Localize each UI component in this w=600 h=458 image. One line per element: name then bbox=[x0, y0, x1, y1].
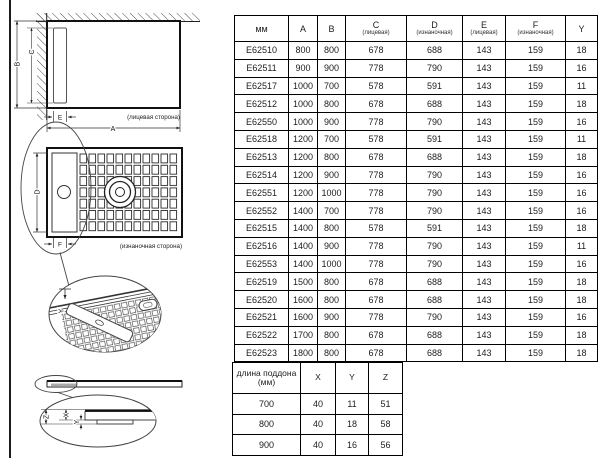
table-cell: 143 bbox=[463, 308, 506, 326]
col-sub: (изнаночная) bbox=[517, 30, 554, 37]
col-label: Y bbox=[578, 23, 585, 34]
table-cell: 778 bbox=[346, 166, 407, 184]
table-cell: 688 bbox=[407, 42, 463, 60]
table-cell: 800 bbox=[318, 148, 346, 166]
dim-label-d: D bbox=[34, 189, 42, 195]
table-row bbox=[235, 166, 598, 184]
table-cell: 18 bbox=[566, 344, 598, 362]
col-header-c bbox=[346, 16, 407, 42]
table-row bbox=[235, 308, 598, 326]
table-cell: 688 bbox=[407, 291, 463, 309]
table-cell: 16 bbox=[566, 202, 598, 220]
table-row bbox=[233, 414, 403, 435]
table-cell: E62517 bbox=[235, 77, 289, 95]
table-cell: 800 bbox=[318, 326, 346, 344]
dim-label-y-step: Y bbox=[74, 419, 81, 425]
table-cell: 1700 bbox=[289, 326, 318, 344]
table-cell: 159 bbox=[506, 326, 566, 344]
col-sub: (лицевая) bbox=[470, 30, 498, 37]
col-header-mm bbox=[235, 16, 289, 42]
table-cell: 1200 bbox=[289, 166, 318, 184]
table-cell: 900 bbox=[289, 59, 318, 77]
dim-label-f: F bbox=[58, 241, 62, 249]
table-cell: 143 bbox=[463, 202, 506, 220]
table-cell: 159 bbox=[506, 77, 566, 95]
table-cell: 778 bbox=[346, 113, 407, 131]
table-cell: 1400 bbox=[289, 219, 318, 237]
table-cell: 800 bbox=[318, 344, 346, 362]
table-cell: 159 bbox=[506, 184, 566, 202]
table-cell: 18 bbox=[566, 326, 598, 344]
table-cell: 900 bbox=[318, 59, 346, 77]
table-cell: 11 bbox=[566, 237, 598, 255]
table-cell: 40 bbox=[301, 414, 336, 435]
table-cell: 900 bbox=[318, 113, 346, 131]
table-cell: E62520 bbox=[235, 291, 289, 309]
table-cell: 700 bbox=[233, 394, 301, 415]
table-cell: 159 bbox=[506, 291, 566, 309]
table-cell: 1600 bbox=[289, 308, 318, 326]
table-cell: 1000 bbox=[289, 113, 318, 131]
front-side-label: (лицевая сторона) bbox=[127, 114, 180, 121]
drain-circles bbox=[105, 177, 136, 208]
table-cell: E62518 bbox=[235, 130, 289, 148]
table-cell: 578 bbox=[346, 130, 407, 148]
col-header-e bbox=[463, 16, 506, 42]
col-label: X bbox=[315, 372, 321, 383]
table-row bbox=[235, 202, 598, 220]
table-cell: 800 bbox=[289, 42, 318, 60]
col-header-f bbox=[506, 16, 566, 42]
table-cell: 159 bbox=[506, 59, 566, 77]
table-header-row bbox=[235, 16, 598, 42]
table-cell: 678 bbox=[346, 42, 407, 60]
table-cell: 778 bbox=[346, 237, 407, 255]
table-cell: 18 bbox=[336, 414, 369, 435]
table-cell: 159 bbox=[506, 113, 566, 131]
table-cell: 143 bbox=[463, 148, 506, 166]
table-cell: 143 bbox=[463, 113, 506, 131]
table-cell: 900 bbox=[318, 237, 346, 255]
table-row bbox=[233, 435, 403, 456]
table-cell: 16 bbox=[566, 59, 598, 77]
table-cell: 159 bbox=[506, 344, 566, 362]
table-cell: 678 bbox=[346, 344, 407, 362]
table-cell: 143 bbox=[463, 95, 506, 113]
table-cell: 900 bbox=[318, 308, 346, 326]
table-cell: E62550 bbox=[235, 113, 289, 131]
table-cell: 778 bbox=[346, 255, 407, 273]
table-cell: 18 bbox=[566, 95, 598, 113]
col-sub: (лицевая) bbox=[362, 30, 390, 37]
table-cell: 688 bbox=[407, 273, 463, 291]
table-cell: 18 bbox=[566, 148, 598, 166]
table-header-row bbox=[233, 363, 403, 394]
table-cell: 778 bbox=[346, 59, 407, 77]
table-cell: E62552 bbox=[235, 202, 289, 220]
col-label: F bbox=[532, 20, 539, 31]
table-cell: 159 bbox=[506, 255, 566, 273]
table-cell: 800 bbox=[318, 95, 346, 113]
table-cell: 1200 bbox=[289, 148, 318, 166]
table-cell: 159 bbox=[506, 148, 566, 166]
table-cell: 678 bbox=[346, 95, 407, 113]
profile-edge-strip bbox=[51, 384, 77, 387]
table-cell: E62516 bbox=[235, 237, 289, 255]
dim-label-c: C bbox=[29, 49, 36, 55]
table-row bbox=[235, 95, 598, 113]
table-cell: E62522 bbox=[235, 326, 289, 344]
table-cell: 578 bbox=[346, 77, 407, 95]
table-cell: 591 bbox=[407, 77, 463, 95]
table-cell: 1500 bbox=[289, 273, 318, 291]
table-cell: 591 bbox=[407, 219, 463, 237]
table-cell: E62551 bbox=[235, 184, 289, 202]
table-cell: 790 bbox=[407, 308, 463, 326]
col-label: E bbox=[480, 20, 487, 31]
table-row bbox=[235, 77, 598, 95]
table-cell: 688 bbox=[407, 95, 463, 113]
table-cell: 40 bbox=[301, 394, 336, 415]
table-cell: 18 bbox=[566, 219, 598, 237]
table-cell: 1200 bbox=[289, 184, 318, 202]
table-row bbox=[235, 42, 598, 60]
table-cell: 159 bbox=[506, 202, 566, 220]
pallet-table-body bbox=[233, 394, 403, 456]
col-header-x bbox=[301, 363, 336, 394]
col-label: мм bbox=[255, 23, 268, 34]
col-sub: (изнаночная) bbox=[416, 30, 453, 37]
table-cell: 159 bbox=[506, 42, 566, 60]
table-cell: 143 bbox=[463, 184, 506, 202]
table-cell: E62521 bbox=[235, 308, 289, 326]
table-cell: 790 bbox=[407, 166, 463, 184]
table-row bbox=[235, 113, 598, 131]
table-cell: 143 bbox=[463, 237, 506, 255]
front-view-diagram bbox=[14, 13, 200, 133]
table-cell: 16 bbox=[566, 184, 598, 202]
dim-label-y-edge: Y bbox=[58, 308, 66, 314]
col-label: D bbox=[431, 20, 438, 31]
table-cell: 1400 bbox=[289, 202, 318, 220]
table-cell: 143 bbox=[463, 219, 506, 237]
table-cell: 16 bbox=[566, 166, 598, 184]
table-cell: 16 bbox=[566, 113, 598, 131]
table-cell: 790 bbox=[407, 59, 463, 77]
table-cell: E62519 bbox=[235, 273, 289, 291]
table-cell: 143 bbox=[463, 42, 506, 60]
table-cell: 688 bbox=[407, 148, 463, 166]
table-cell: 778 bbox=[346, 184, 407, 202]
dim-label-z: Z bbox=[43, 414, 51, 420]
table-cell: 18 bbox=[566, 291, 598, 309]
table-cell: 800 bbox=[233, 414, 301, 435]
table-cell: 11 bbox=[566, 77, 598, 95]
table-cell: 159 bbox=[506, 166, 566, 184]
col-header-length bbox=[233, 363, 301, 394]
table-cell: 143 bbox=[463, 344, 506, 362]
profile-diagram bbox=[35, 376, 182, 448]
table-cell: 790 bbox=[407, 113, 463, 131]
pallet-length-table bbox=[232, 362, 403, 456]
table-cell: 578 bbox=[346, 219, 407, 237]
table-cell: 678 bbox=[346, 291, 407, 309]
table-row bbox=[235, 148, 598, 166]
table-cell: 143 bbox=[463, 291, 506, 309]
table-cell: 790 bbox=[407, 237, 463, 255]
table-cell: E62523 bbox=[235, 344, 289, 362]
table-cell: 16 bbox=[566, 308, 598, 326]
table-cell: 11 bbox=[336, 394, 369, 415]
table-cell: 900 bbox=[318, 166, 346, 184]
profile-leader-line bbox=[58, 393, 74, 399]
table-row bbox=[235, 255, 598, 273]
back-side-label: (изнаночная сторона) bbox=[119, 243, 182, 250]
table-cell: E62515 bbox=[235, 219, 289, 237]
table-row bbox=[235, 237, 598, 255]
table-cell: 11 bbox=[566, 130, 598, 148]
table-row bbox=[235, 344, 598, 362]
table-cell: 591 bbox=[407, 130, 463, 148]
table-cell: 688 bbox=[407, 326, 463, 344]
table-cell: 143 bbox=[463, 326, 506, 344]
table-cell: 159 bbox=[506, 95, 566, 113]
technical-drawings bbox=[0, 0, 232, 458]
table-cell: 790 bbox=[407, 202, 463, 220]
table-row bbox=[235, 291, 598, 309]
table-cell: 40 bbox=[301, 435, 336, 456]
dimension-table-header bbox=[235, 16, 598, 42]
col-label: B bbox=[328, 23, 335, 34]
corner-detail-diagram bbox=[46, 276, 177, 368]
table-cell: 790 bbox=[407, 255, 463, 273]
dim-label-a: A bbox=[110, 125, 116, 133]
dimension-table-body bbox=[235, 42, 598, 362]
table-cell: 1000 bbox=[289, 95, 318, 113]
table-row bbox=[233, 394, 403, 415]
table-cell: 800 bbox=[318, 273, 346, 291]
table-cell: 688 bbox=[407, 344, 463, 362]
table-cell: 1000 bbox=[289, 77, 318, 95]
back-view-diagram bbox=[21, 122, 182, 286]
col-label: A bbox=[299, 23, 306, 34]
table-cell: 700 bbox=[318, 130, 346, 148]
dim-label-e: E bbox=[57, 114, 63, 122]
col-label: C bbox=[372, 20, 380, 31]
table-row bbox=[235, 219, 598, 237]
table-row bbox=[235, 184, 598, 202]
pallet-table-header bbox=[233, 363, 403, 394]
table-cell: E62510 bbox=[235, 42, 289, 60]
table-cell: 800 bbox=[318, 219, 346, 237]
dim-label-b: B bbox=[14, 61, 22, 67]
table-cell: 778 bbox=[346, 202, 407, 220]
table-row bbox=[235, 59, 598, 77]
table-cell: 800 bbox=[318, 291, 346, 309]
table-cell: 56 bbox=[369, 435, 403, 456]
table-cell: 159 bbox=[506, 219, 566, 237]
table-cell: 678 bbox=[346, 148, 407, 166]
table-cell: 700 bbox=[318, 202, 346, 220]
table-cell: 790 bbox=[407, 184, 463, 202]
table-row bbox=[235, 130, 598, 148]
table-cell: 1400 bbox=[289, 237, 318, 255]
table-cell: 700 bbox=[318, 77, 346, 95]
table-cell: 16 bbox=[336, 435, 369, 456]
table-cell: E62513 bbox=[235, 148, 289, 166]
table-cell: E62511 bbox=[235, 59, 289, 77]
table-cell: 1000 bbox=[318, 184, 346, 202]
detail-leader-line bbox=[60, 253, 69, 287]
col-header-b bbox=[318, 16, 346, 42]
table-cell: E62512 bbox=[235, 95, 289, 113]
table-cell: 143 bbox=[463, 255, 506, 273]
table-cell: 159 bbox=[506, 308, 566, 326]
table-cell: 1000 bbox=[318, 255, 346, 273]
table-cell: 678 bbox=[346, 273, 407, 291]
table-cell: 143 bbox=[463, 77, 506, 95]
col-label: длина поддона (мм) bbox=[236, 367, 297, 387]
table-cell: 678 bbox=[346, 326, 407, 344]
table-cell: 16 bbox=[566, 255, 598, 273]
table-cell: E62553 bbox=[235, 255, 289, 273]
col-header-y bbox=[566, 16, 598, 42]
table-cell: 18 bbox=[566, 42, 598, 60]
table-row bbox=[235, 273, 598, 291]
table-cell: 778 bbox=[346, 308, 407, 326]
table-cell: 1400 bbox=[289, 255, 318, 273]
table-cell: 143 bbox=[463, 130, 506, 148]
table-cell: 143 bbox=[463, 166, 506, 184]
dimension-table bbox=[234, 15, 598, 362]
col-header-y2 bbox=[336, 363, 369, 394]
table-cell: 1800 bbox=[289, 344, 318, 362]
table-cell: 143 bbox=[463, 59, 506, 77]
col-header-d bbox=[407, 16, 463, 42]
table-cell: 1600 bbox=[289, 291, 318, 309]
table-cell: 51 bbox=[369, 394, 403, 415]
table-cell: 159 bbox=[506, 273, 566, 291]
table-row bbox=[235, 326, 598, 344]
col-label: Z bbox=[382, 372, 389, 383]
table-cell: 58 bbox=[369, 414, 403, 435]
table-cell: 18 bbox=[566, 273, 598, 291]
col-header-a bbox=[289, 16, 318, 42]
drain-channel bbox=[54, 28, 67, 103]
drain-hole bbox=[58, 186, 71, 199]
table-cell: 1200 bbox=[289, 130, 318, 148]
table-cell: 159 bbox=[506, 237, 566, 255]
table-cell: 900 bbox=[233, 435, 301, 456]
col-label: Y bbox=[349, 372, 355, 383]
table-cell: 159 bbox=[506, 130, 566, 148]
table-cell: 143 bbox=[463, 273, 506, 291]
wall-hatch-left bbox=[37, 13, 47, 120]
col-header-z bbox=[369, 363, 403, 394]
dim-label-x: X bbox=[63, 412, 71, 418]
table-cell: E62514 bbox=[235, 166, 289, 184]
table-cell: 800 bbox=[318, 42, 346, 60]
